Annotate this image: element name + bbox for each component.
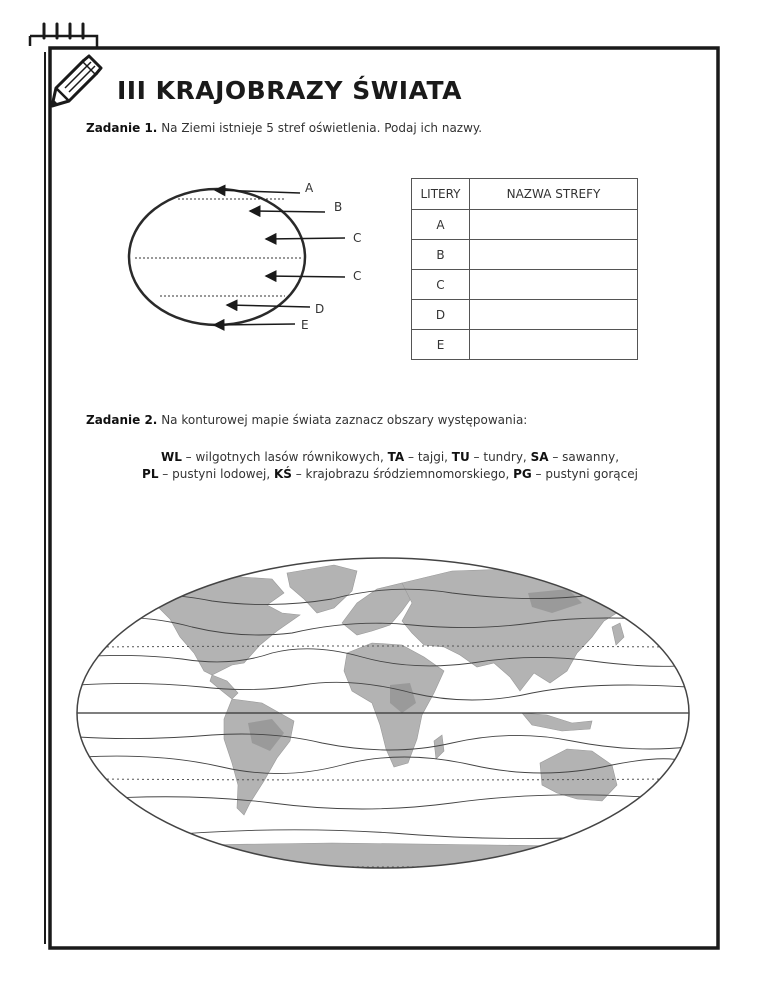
task1-instruction: [86, 121, 482, 135]
legend-code: PL: [142, 467, 159, 481]
task2-label: Zadanie 2.: [86, 413, 158, 427]
table-row: [412, 210, 638, 240]
legend-code: PG: [513, 467, 532, 481]
globe-label-a: A: [305, 181, 314, 195]
legend-desc: – wilgotnych lasów równikowych,: [181, 450, 388, 464]
legend-code: SA: [530, 450, 549, 464]
land-masses: [72, 565, 694, 873]
table-cell-letter: A: [412, 210, 470, 240]
legend-desc: – tajgi,: [404, 450, 452, 464]
table-cell-answer[interactable]: [470, 270, 638, 300]
table-cell-answer[interactable]: [470, 300, 638, 330]
legend-code: WL: [160, 450, 182, 464]
globe-label-d: D: [315, 302, 325, 316]
legend-code: TA: [387, 450, 405, 464]
legend-desc: – krajobrazu śródziemnomorskiego,: [291, 467, 514, 481]
table-header-row: [412, 179, 638, 210]
notebook-rings-icon: [30, 24, 97, 48]
legend-desc: – tundry,: [469, 450, 531, 464]
globe-label-c2: C: [353, 269, 362, 283]
table-row: [412, 300, 638, 330]
task2-text: Na konturowej mapie świata zaznacz obszary występowania:: [157, 413, 528, 427]
legend-code: TU: [451, 450, 470, 464]
legend-desc: – pustyni gorącej: [531, 467, 638, 481]
legend-line-2: [60, 466, 720, 482]
task2-instruction: [86, 413, 527, 427]
table-row: [412, 240, 638, 270]
table-cell-letter: E: [412, 330, 470, 360]
table-cell-answer[interactable]: [470, 240, 638, 270]
table-row: [412, 330, 638, 360]
table-cell-letter: B: [412, 240, 470, 270]
task1-text: Na Ziemi istnieje 5 stref oświetlenia. Podaj ich nazwy.: [157, 121, 483, 135]
legend-line-1: [60, 449, 720, 465]
table-row: [412, 270, 638, 300]
globe-diagram: [120, 178, 370, 338]
globe-label-b: B: [334, 200, 343, 214]
globe-label-e: E: [301, 318, 309, 332]
table-header-zone-name: NAZWA STREFY: [470, 179, 638, 210]
table-cell-answer[interactable]: [470, 210, 638, 240]
table-cell-letter: C: [412, 270, 470, 300]
page-title: III KRAJOBRAZY ŚWIATA: [117, 76, 462, 105]
table-cell-answer[interactable]: [470, 330, 638, 360]
table-cell-letter: D: [412, 300, 470, 330]
task1-label: Zadanie 1.: [86, 121, 158, 135]
legend-code: KŚ: [273, 467, 292, 481]
pencil-icon: [52, 56, 101, 106]
table-header-letters: LITERY: [412, 179, 470, 210]
zones-table: [411, 178, 638, 360]
legend-desc: – sawanny,: [548, 450, 620, 464]
legend-desc: – pustyni lodowej,: [158, 467, 274, 481]
globe-label-c1: C: [353, 231, 362, 245]
world-outline-map: [72, 553, 694, 873]
